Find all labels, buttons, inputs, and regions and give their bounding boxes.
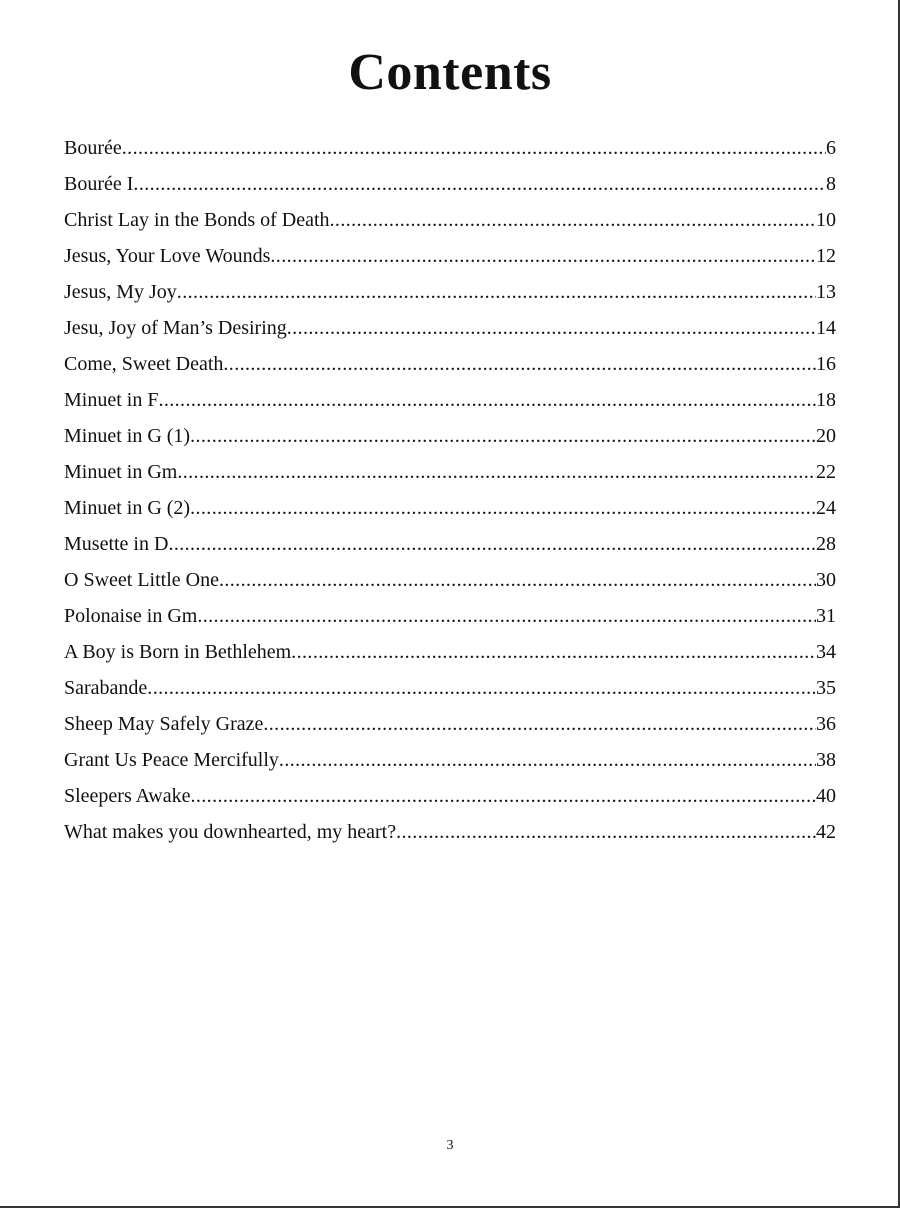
toc-entry-page: 8 — [826, 173, 836, 195]
dot-leader — [279, 742, 816, 778]
toc-entry[interactable] — [64, 346, 836, 382]
dot-leader — [197, 598, 816, 634]
dot-leader — [219, 562, 816, 598]
toc-entry[interactable] — [64, 742, 836, 778]
toc-entry-title: Bourée I — [64, 173, 134, 195]
toc-entry[interactable] — [64, 562, 836, 598]
toc-entry-title: Musette in D — [64, 533, 169, 555]
toc-entry-title: Sarabande — [64, 677, 148, 699]
dot-leader — [190, 778, 816, 814]
toc-entry-title: What makes you downhearted, my heart? — [64, 821, 397, 843]
toc-entry-title: Polonaise in Gm — [64, 605, 198, 627]
toc-entry-page: 40 — [816, 785, 836, 807]
toc-entry[interactable] — [64, 454, 836, 490]
toc-entry-page: 13 — [816, 281, 836, 303]
toc-entry-page: 35 — [816, 677, 836, 699]
toc-entry-title: Minuet in F — [64, 389, 159, 411]
toc-entry-page: 28 — [816, 533, 836, 555]
toc-entry-title: Come, Sweet Death — [64, 353, 224, 375]
toc-entry-page: 24 — [816, 497, 836, 519]
dot-leader — [177, 274, 816, 310]
toc-entry[interactable] — [64, 238, 836, 274]
toc-entry-page: 30 — [816, 569, 836, 591]
table-of-contents — [64, 130, 836, 850]
toc-entry-page: 38 — [816, 749, 836, 771]
toc-entry-title: Jesus, My Joy — [64, 281, 177, 303]
toc-entry[interactable] — [64, 598, 836, 634]
toc-entry-title: Minuet in Gm — [64, 461, 178, 483]
dot-leader — [287, 310, 816, 346]
page-title: Contents — [348, 44, 552, 101]
toc-entry-title: Grant Us Peace Mercifully — [64, 749, 279, 771]
dot-leader — [147, 670, 816, 706]
toc-entry-title: Minuet in G (1) — [64, 425, 191, 447]
toc-entry-page: 16 — [816, 353, 836, 375]
toc-entry-title: O Sweet Little One — [64, 569, 219, 591]
dot-leader — [177, 454, 816, 490]
dot-leader — [263, 706, 816, 742]
toc-entry-page: 18 — [816, 389, 836, 411]
toc-entry[interactable] — [64, 130, 836, 166]
footer-page-number: 3 — [446, 1138, 454, 1153]
toc-entry[interactable] — [64, 814, 836, 850]
toc-entry-page: 31 — [816, 605, 836, 627]
toc-entry-page: 42 — [816, 821, 836, 843]
toc-entry[interactable] — [64, 166, 836, 202]
toc-entry[interactable] — [64, 418, 836, 454]
toc-entry-page: 6 — [826, 137, 836, 159]
toc-entry-page: 20 — [816, 425, 836, 447]
dot-leader — [122, 130, 826, 166]
toc-entry[interactable] — [64, 382, 836, 418]
toc-entry[interactable] — [64, 778, 836, 814]
dot-leader — [291, 634, 816, 670]
dot-leader — [190, 490, 816, 526]
toc-entry[interactable] — [64, 706, 836, 742]
toc-entry[interactable] — [64, 310, 836, 346]
toc-entry-title: Christ Lay in the Bonds of Death — [64, 209, 330, 231]
toc-entry-page: 12 — [816, 245, 836, 267]
toc-entry-title: Jesu, Joy of Man’s Desiring — [64, 317, 287, 339]
dot-leader — [158, 382, 816, 418]
toc-entry-title: Jesus, Your Love Wounds — [64, 245, 271, 267]
toc-entry[interactable] — [64, 274, 836, 310]
dot-leader — [168, 526, 816, 562]
dot-leader — [330, 202, 816, 238]
toc-entry-title: Bourée — [64, 137, 122, 159]
toc-entry-title: Minuet in G (2) — [64, 497, 191, 519]
dot-leader — [190, 418, 816, 454]
toc-entry-page: 10 — [816, 209, 836, 231]
toc-entry[interactable] — [64, 634, 836, 670]
toc-entry-title: A Boy is Born in Bethlehem — [64, 641, 292, 663]
dot-leader — [270, 238, 816, 274]
dot-leader — [133, 166, 826, 202]
toc-entry[interactable] — [64, 670, 836, 706]
toc-entry-page: 22 — [816, 461, 836, 483]
toc-entry-page: 36 — [816, 713, 836, 735]
toc-entry[interactable] — [64, 490, 836, 526]
dot-leader — [396, 814, 816, 850]
dot-leader — [223, 346, 816, 382]
toc-entry[interactable] — [64, 526, 836, 562]
toc-entry-title: Sleepers Awake — [64, 785, 191, 807]
toc-entry-page: 34 — [816, 641, 836, 663]
toc-entry[interactable] — [64, 202, 836, 238]
toc-entry-page: 14 — [816, 317, 836, 339]
toc-entry-title: Sheep May Safely Graze — [64, 713, 264, 735]
